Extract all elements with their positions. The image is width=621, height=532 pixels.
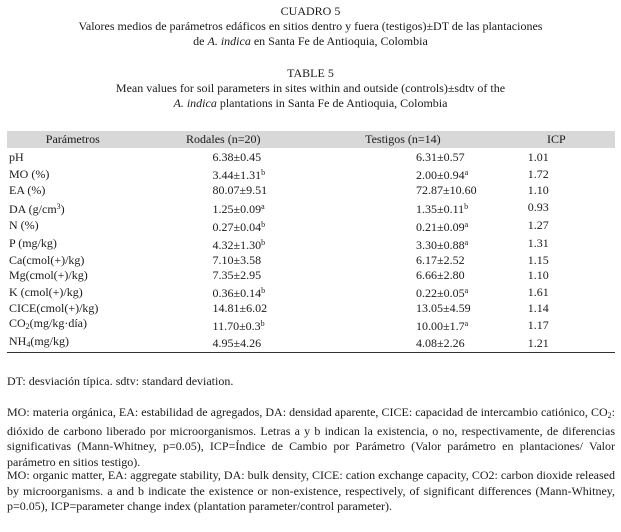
cell-testigos [308, 217, 498, 235]
cell-icp [498, 199, 615, 217]
icp-value: 1.01 [527, 150, 549, 165]
param-name: EA (%) [9, 183, 46, 198]
param-name: DA (g/cm [9, 201, 57, 216]
testigos-value: 1.35±0.11 [416, 201, 465, 216]
icp-value: 1.21 [527, 335, 549, 350]
param-name: MO (%) [9, 166, 50, 181]
cell-parameter [7, 165, 139, 183]
cell-rodales [139, 235, 309, 253]
cell-testigos [308, 183, 498, 198]
cell-parameter [7, 235, 139, 253]
caption-line2-en [0, 96, 621, 111]
rodales-significance: b [261, 237, 266, 247]
cell-icp [498, 253, 615, 268]
rodales-value: 0.27±0.04 [212, 219, 262, 234]
icp-value: 1.15 [527, 252, 549, 267]
icp-value: 1.31 [527, 236, 549, 251]
caption-line1-en: Mean values for soil parameters in sites within and outside (controls)±sdtv of the [115, 81, 506, 95]
param-unit: (mg/kg) [30, 334, 70, 349]
cell-rodales [139, 268, 309, 283]
cell-rodales [139, 301, 309, 316]
species-name-en: A. indica [173, 96, 217, 110]
caption-line2-suffix-es: en Santa Fe de Antioquia, Colombia [250, 34, 428, 48]
cell-rodales [139, 183, 309, 198]
note-es-part-a: MO: materia orgánica, EA: estabilidad de agregados, DA: densidad aparente, CICE: capacidad de intercambio catiónico, CO [7, 405, 608, 419]
param-superscript: 3 [56, 201, 61, 211]
cell-parameter [7, 183, 139, 198]
param-subscript: 4 [26, 340, 31, 350]
testigos-significance: a [464, 286, 469, 296]
rodales-value: 1.25±0.09 [212, 201, 262, 216]
header-icp: ICP [498, 131, 615, 148]
testigos-value: 6.66±2.80 [416, 268, 465, 283]
param-name: pH [9, 150, 24, 165]
rodales-significance: b [261, 286, 266, 296]
cell-testigos [308, 268, 498, 283]
table-row [7, 148, 615, 165]
cell-parameter [7, 199, 139, 217]
param-name: P (mg/kg) [9, 236, 57, 251]
rodales-value: 0.36±0.14 [212, 286, 262, 301]
param-name: N (%) [9, 218, 39, 233]
testigos-value: 0.21±0.09 [416, 219, 465, 234]
testigos-value: 13.05±4.59 [416, 301, 471, 316]
cell-icp [498, 183, 615, 198]
cell-rodales [139, 316, 309, 334]
icp-value: 1.27 [527, 218, 549, 233]
cell-icp [498, 301, 615, 316]
cell-parameter [7, 148, 139, 165]
note-abbreviations-es [7, 405, 615, 470]
rodales-significance: b [260, 319, 265, 329]
param-name: NH [9, 334, 27, 349]
rodales-significance: b [261, 219, 266, 229]
note-abbreviations-en: MO: organic matter, EA: aggregate stability, DA: bulk density, CICE: cation exchange capacity, CO2: carbon dioxide released by microorganisms. a and b indicate the existence or non-existence, respectively, of significant differences (Mann-Whitney, p=0.05), ICP=parameter change index (plantation parameter/control parameter). [7, 468, 615, 513]
testigos-significance: a [464, 319, 469, 329]
cell-icp [498, 235, 615, 253]
note-deviation: DT: desviación típica. sdtv: standard deviation. [7, 374, 234, 388]
testigos-value: 4.08±2.26 [416, 335, 465, 350]
testigos-significance: a [464, 219, 469, 229]
cell-icp [498, 334, 615, 353]
rodales-value: 7.35±2.95 [212, 268, 262, 283]
cell-icp [498, 217, 615, 235]
cell-rodales [139, 148, 309, 165]
icp-value: 1.14 [527, 301, 549, 316]
param-name: Ca(cmol(+)/kg) [9, 252, 85, 267]
param-unit: (mg/kg·día) [29, 316, 87, 331]
cell-testigos [308, 199, 498, 217]
rodales-significance: b [261, 168, 266, 178]
cell-rodales [139, 334, 309, 353]
caption-line2-suffix-en: plantations in Santa Fe de Antioquia, Colombia [216, 96, 448, 110]
cell-parameter [7, 268, 139, 283]
cell-parameter [7, 334, 139, 353]
header-testigos: Testigos (n=14) [308, 131, 498, 148]
cell-parameter [7, 316, 139, 334]
table-row [7, 235, 615, 253]
header-rodales: Rodales (n=20) [139, 131, 309, 148]
param-name: CICE(cmol(+)/kg) [9, 301, 99, 316]
species-name-es: A. indica [207, 34, 251, 48]
cell-parameter [7, 217, 139, 235]
cell-testigos [308, 283, 498, 301]
param-unit: ) [60, 201, 65, 216]
cell-testigos [308, 235, 498, 253]
rodales-value: 4.32±1.30 [212, 237, 262, 252]
table-header-row [7, 131, 615, 148]
testigos-significance: a [464, 237, 469, 247]
table-body [7, 148, 615, 353]
cell-icp [498, 283, 615, 301]
table-row [7, 165, 615, 183]
cell-testigos [308, 148, 498, 165]
testigos-value: 0.22±0.05 [416, 286, 465, 301]
cell-icp [498, 148, 615, 165]
table-row [7, 268, 615, 283]
table-row [7, 217, 615, 235]
testigos-value: 6.31±0.57 [416, 150, 465, 165]
testigos-value: 3.30±0.88 [416, 237, 465, 252]
testigos-value: 6.17±2.52 [416, 252, 465, 267]
rodales-value: 11.70±0.3 [212, 319, 261, 334]
caption-label-es: CUADRO 5 [280, 4, 341, 18]
rodales-value: 6.38±0.45 [212, 150, 262, 165]
caption-line2-es [0, 34, 621, 49]
testigos-significance: a [464, 168, 469, 178]
testigos-value: 2.00±0.94 [416, 168, 465, 183]
caption-spanish [0, 4, 621, 49]
caption-line1-es: Valores medios de parámetros edáficos en sitios dentro y fuera (testigos)±DT de las plantaciones [78, 19, 543, 33]
cell-testigos [308, 253, 498, 268]
table-row [7, 301, 615, 316]
rodales-value: 3.44±1.31 [212, 168, 262, 183]
table-row [7, 316, 615, 334]
note-es-subscript: 2 [607, 411, 612, 420]
icp-value: 1.10 [527, 183, 549, 198]
cell-parameter [7, 283, 139, 301]
cell-testigos [308, 316, 498, 334]
icp-value: 1.72 [527, 166, 549, 181]
param-subscript: 2 [25, 322, 30, 332]
icp-value: 1.17 [527, 317, 549, 332]
caption-english [0, 66, 621, 111]
cell-icp [498, 316, 615, 334]
header-parametros: Parámetros [7, 131, 139, 148]
cell-rodales [139, 283, 309, 301]
rodales-value: 14.81±6.02 [212, 301, 268, 316]
cell-rodales [139, 165, 309, 183]
param-name: Mg(cmol(+)/kg) [9, 268, 88, 283]
cell-icp [498, 165, 615, 183]
testigos-value: 10.00±1.7 [416, 319, 465, 334]
testigos-value: 72.87±10.60 [416, 183, 477, 198]
rodales-value: 4.95±4.26 [212, 335, 262, 350]
rodales-value: 7.10±3.58 [212, 252, 262, 267]
table-row [7, 334, 615, 353]
cell-testigos [308, 301, 498, 316]
param-name: K (cmol(+)/kg) [9, 284, 83, 299]
cell-rodales [139, 253, 309, 268]
icp-value: 0.93 [527, 200, 549, 215]
cell-rodales [139, 199, 309, 217]
cell-parameter [7, 253, 139, 268]
soil-parameters-table [7, 131, 615, 353]
table-row [7, 253, 615, 268]
caption-label-en: TABLE 5 [287, 66, 334, 80]
cell-icp [498, 268, 615, 283]
table-row [7, 183, 615, 198]
table-row [7, 283, 615, 301]
cell-parameter [7, 301, 139, 316]
cell-testigos [308, 165, 498, 183]
icp-value: 1.10 [527, 268, 549, 283]
caption-line2-prefix-es: de [193, 34, 208, 48]
note-es-part-b: : dióxido de carbono liberado por microorganismos. Letras a y b indican la existencia, o no, respectivamente, de diferencias significativas (Mann-Whitney, p=0.05), ICP=Índice de Cambio por Parámetro (Valor parámetro en plantaciones/ Valor parámetro en sitios testigo). [7, 405, 615, 469]
cell-rodales [139, 217, 309, 235]
param-name: CO [9, 316, 26, 331]
cell-testigos [308, 334, 498, 353]
icp-value: 1.61 [527, 284, 549, 299]
rodales-significance: a [261, 201, 265, 211]
testigos-significance: b [464, 201, 469, 211]
table-row [7, 199, 615, 217]
rodales-value: 80.07±9.51 [212, 183, 268, 198]
